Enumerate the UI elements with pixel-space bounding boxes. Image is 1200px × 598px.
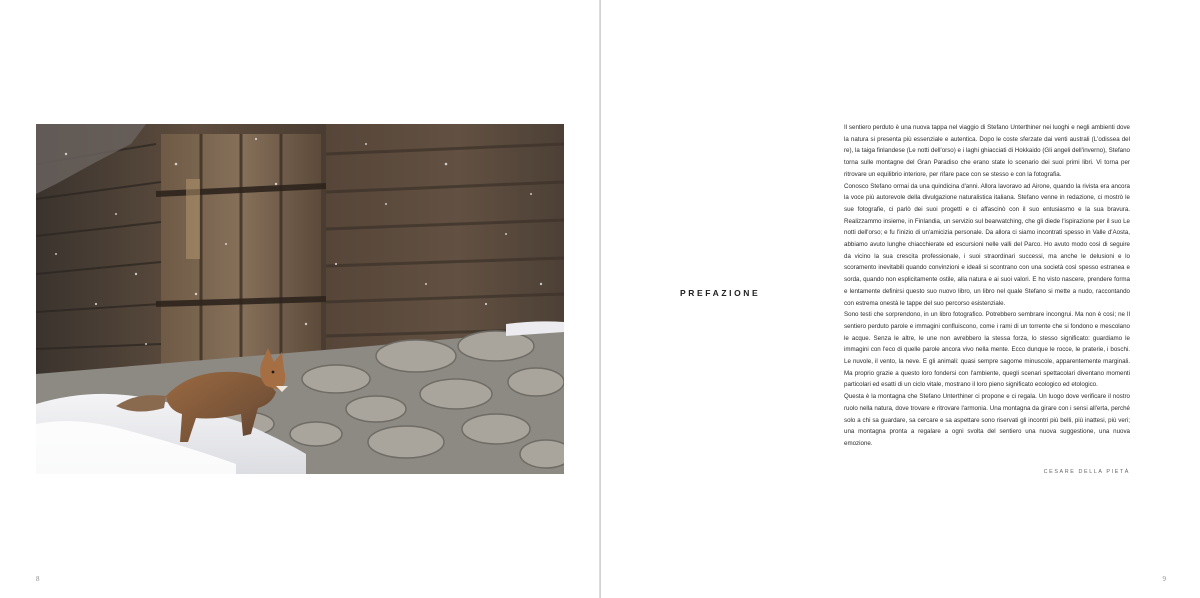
author-signature: CESARE DELLA PIETÀ	[1043, 469, 1130, 475]
preface-paragraph: Questa è la montagna che Stefano Unterthiner ci propone e ci regala. Un luogo dove verificare il nostro ruolo nella natura, dove trovare e ritrovare l'armonia. Una montagna da girare con i sensi all'erta, perché solo a chi sa guardare, sa cercare e sa aspettare sono riservati gli incontri più belli, più inattesi, più veri; una montagna pronta a regalare a ogni svolta del sentiero una nuova suggestione, una nuova emozione.	[844, 393, 1130, 447]
preface-paragraph: Il sentiero perduto è una nuova tappa nel viaggio di Stefano Unterthiner nei luoghi e negli ambienti dove la natura si presenta più essenziale e autentica. Dopo le coste sferzate dai venti australi (L'odissea del re), la taiga finlandese (Le notti dell'orso) e i laghi ghiacciati di Hokkaido (Gli angeli dell'inverno), Stefano torna sulle montagne del Gran Paradiso che erano state lo scenario dei suoi primi libri. Vi torna per ritrovare un equilibrio interiore, per rifare pace con se stesso e con la fotografia.	[844, 124, 1130, 178]
preface-body	[844, 122, 1130, 450]
right-page	[601, 0, 1200, 598]
preface-paragraph: Sono testi che sorprendono, in un libro fotografico. Potrebbero sembrare incongrui. Ma non è così; ne Il sentiero perduto parole e immagini confluiscono, come i rami di un torrente che si fondono e mescolano le acque. Senza le altre, le une non avrebbero la stessa forza, lo stesso significato: guardiamo le immagini con l'eco di quelle parole ancora vivo nella mente. Ecco dunque le rocce, le praterie, i boschi. Le nuvole, il vento, la neve. E gli animali: quasi sempre sagome minuscole, apparentemente marginali. Ma proprio grazie a questo loro fondersi con l'ambiente, quegli scenari spettacolari diventano momenti particolari ed esatti di un ciclo vitale, mostrano il loro pieno significato ecologico ed etologico.	[844, 311, 1130, 389]
page-number-right: 9	[1162, 575, 1166, 583]
page-number-left: 8	[36, 575, 40, 583]
section-title: PREFAZIONE	[680, 288, 761, 298]
fox-photograph	[36, 124, 564, 474]
preface-paragraph: Conosco Stefano ormai da una quindicina d'anni. Allora lavoravo ad Airone, quando la rivista era ancora la voce più autorevole della divulgazione naturalistica italiana. Stefano venne in redazione, ci mostrò le sue fotografie, ci parlò dei suoi progetti e ci affascinò con il suo entusiasmo e la sua bravura. Realizzammo insieme, in Finlandia, un servizio sul bearwatching, che gli diede l'ispirazione per il suo Le notti dell'orso; e fu l'inizio di un'amicizia personale. Da allora ci siamo incontrati spesso in Valle d'Aosta, abbiamo avuto lunghe chiacchierate ed escursioni nelle valli del Parco. Ho avuto modo così di seguire da vicino la sua crescita professionale, i suoi straordinari successi, ma anche le delusioni e lo scoramento inevitabili quando convinzioni e ideali si scontrano con una società così spesso estranea e sorda, quando non esplicitamente ostile, alla natura e ai suoi valori. E ho visto nascere, prendere forma e lentamente definirsi questo suo nuovo libro, un libro nel quale Stefano si mette a nudo, raccontando con estrema onestà le tappe del suo percorso esistenziale.	[844, 182, 1130, 307]
